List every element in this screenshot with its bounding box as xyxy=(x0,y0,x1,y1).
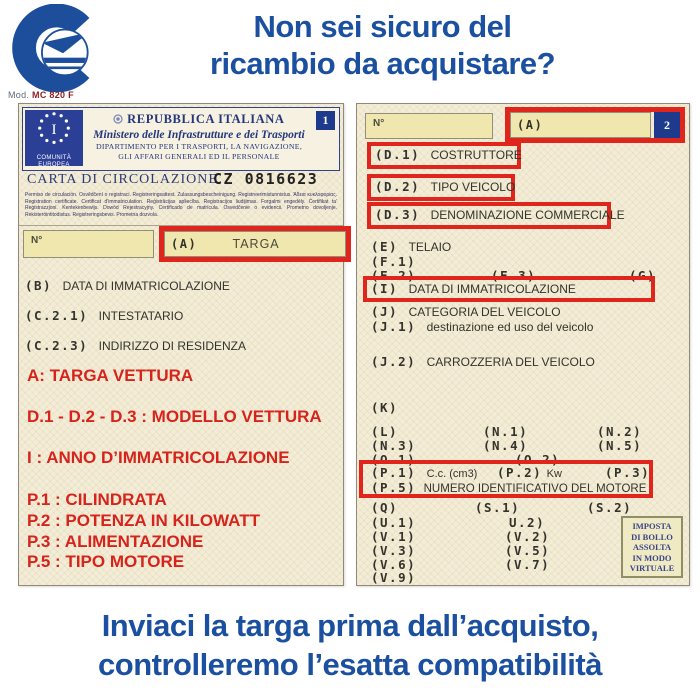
field-code: (N.4) xyxy=(483,438,529,453)
doc-header-text xyxy=(87,112,311,161)
field-code: (V.2) xyxy=(505,529,551,544)
field-code: (N.2) xyxy=(597,424,643,439)
svg-text:I: I xyxy=(51,120,57,138)
highlight-a-field xyxy=(505,107,685,143)
eu-stars-icon xyxy=(25,110,83,150)
note-modello: D.1 - D.2 - D.3 : MODELLO VETTURA xyxy=(27,407,322,426)
field-row-d1 xyxy=(375,147,522,162)
field-row-f1 xyxy=(371,254,416,269)
field-code: (V.6) xyxy=(371,557,417,572)
field-label: DATA DI IMMATRICOLAZIONE xyxy=(62,279,230,293)
field-row-p3 xyxy=(605,465,650,480)
field-row-v7 xyxy=(505,557,550,572)
form-model-value: MC 820 F xyxy=(32,90,74,100)
registration-card-page1 xyxy=(18,103,344,586)
field-row-c21 xyxy=(25,308,183,323)
field-code: (Q) xyxy=(371,500,399,515)
field-label: INDIRIZZO DI RESIDENZA xyxy=(98,339,247,353)
department-line2: GLI AFFARI GENERALI ED IL PERSONALE xyxy=(118,152,280,161)
field-row-n2 xyxy=(597,424,642,439)
eu-flag xyxy=(25,110,83,166)
republic-title xyxy=(87,112,311,127)
field-a-code: (A) xyxy=(171,237,198,251)
field-code: (F.2) xyxy=(371,268,417,283)
field-row-d2 xyxy=(375,179,515,194)
field-code: U.2) xyxy=(509,515,546,530)
field-label: DENOMINAZIONE COMMERCIALE xyxy=(430,208,625,222)
field-code: (J.1) xyxy=(371,319,417,334)
republic-title-text: REPUBBLICA ITALIANA xyxy=(127,112,285,126)
note-potenza: P.2 : POTENZA IN KILOWATT xyxy=(27,511,260,530)
field-row-d3 xyxy=(375,207,625,222)
field-code: (N.1) xyxy=(483,424,529,439)
field-row-n3 xyxy=(371,438,416,453)
form-model-label xyxy=(8,90,74,100)
field-row-p5 xyxy=(371,480,646,495)
note-cilindrata: P.1 : CILINDRATA xyxy=(27,490,167,509)
field-code: (V.7) xyxy=(505,557,551,572)
field-label: NUMERO IDENTIFICATIVO DEL MOTORE xyxy=(423,483,647,495)
field-label: COSTRUTTORE xyxy=(430,148,522,162)
field-code: (D.3) xyxy=(375,207,421,222)
field-row-v5 xyxy=(505,543,550,558)
field-code: (K) xyxy=(371,400,399,415)
field-code: (P.5) xyxy=(371,480,417,495)
field-code: (P.3) xyxy=(605,465,651,480)
field-row-s1 xyxy=(475,500,520,515)
note-alimentazione: P.3 : ALIMENTAZIONE xyxy=(27,532,204,551)
field-code: (B) xyxy=(25,278,53,293)
eu-flag-line2: EUROPEA xyxy=(38,162,70,168)
field-row-b xyxy=(25,278,230,293)
page-number-badge: 1 xyxy=(316,111,335,130)
field-n-left: N° xyxy=(23,230,154,258)
highlight-targa-field xyxy=(159,226,351,262)
registration-card-page2 xyxy=(356,103,690,586)
field-code: (V.3) xyxy=(371,543,417,558)
field-code: (O.2) xyxy=(515,452,561,467)
doc-serial: CZ 0816623 xyxy=(213,170,319,188)
stamp-line: DI BOLLO xyxy=(631,531,673,542)
field-row-v3 xyxy=(371,543,416,558)
field-row-u2 xyxy=(509,515,545,530)
field-label: INTESTATARIO xyxy=(98,309,184,323)
field-code: (V.1) xyxy=(371,529,417,544)
field-row-s2 xyxy=(587,500,632,515)
field-code: (I) xyxy=(371,281,399,296)
field-code: (O.1) xyxy=(371,452,417,467)
field-a-right xyxy=(510,112,651,138)
field-code: (P.2) xyxy=(497,465,543,480)
doc-header xyxy=(22,107,340,171)
department-line1: DIPARTIMENTO PER I TRASPORTI, LA NAVIGAZIONE, xyxy=(95,142,303,151)
field-code: (F.3) xyxy=(491,268,537,283)
note-tipo-motore: P.5 : TIPO MOTORE xyxy=(27,552,185,571)
field-code: (N.3) xyxy=(371,438,417,453)
footer-line2: controlleremo l’esatta compatibilità xyxy=(98,647,602,682)
footer-message xyxy=(0,606,700,684)
field-label: CATEGORIA DEL VEICOLO xyxy=(408,305,561,319)
stamp-line: IMPOSTA xyxy=(632,521,672,531)
field-row-n4 xyxy=(483,438,528,453)
field-label: destinazione ed uso del veicolo xyxy=(426,320,594,334)
field-row-c23 xyxy=(25,338,246,353)
field-row-p1 xyxy=(371,465,477,480)
field-code: (C.2.3) xyxy=(25,338,89,353)
republic-emblem-icon xyxy=(113,114,123,124)
field-label: CARROZZERIA DEL VEICOLO xyxy=(426,355,595,369)
field-code: (P.1) xyxy=(371,465,417,480)
field-label: DATA DI IMMATRICOLAZIONE xyxy=(408,282,576,296)
field-row-l xyxy=(371,424,398,439)
field-row-p2 xyxy=(497,465,562,480)
multilang-text: Permiso de circulación. Osvědčení o registraci. Registreringsattest. Zulassungsbescheinigung. Registreerimistunnistus. Άδεια κυκλοφορίας. Registration certificate. Certificat d'immatriculation. Reģistrācijas apliecība. Registracijos liudijimas. Forgalmi engedély. Ċertifikat ta' Reġistrazzjoni. Kentekenbewijs. Dowód Rejestracyjny. Certificado de matrícula. Osvedčenie o evidencii. Prometno dovoljenje. Rekisteröintitodistus. Registreringsbevis. Prometna dozvola. xyxy=(25,192,337,218)
field-row-n5 xyxy=(597,438,642,453)
field-code: (F.1) xyxy=(371,254,417,269)
field-code: (D.2) xyxy=(375,179,421,194)
field-code: (N.5) xyxy=(597,438,643,453)
footer-line1: Inviaci la targa prima dall’acquisto, xyxy=(101,608,599,643)
field-code: (U.1) xyxy=(371,515,417,530)
field-a-left xyxy=(164,231,346,257)
field-code: (L) xyxy=(371,424,399,439)
stamp-line: IN MODO xyxy=(632,552,672,563)
field-row-n1 xyxy=(483,424,528,439)
field-code: (S.2) xyxy=(587,500,633,515)
field-code: (V.5) xyxy=(505,543,551,558)
note-anno: I : ANNO D’IMMATRICOLAZIONE xyxy=(27,448,290,467)
field-a-label: TARGA xyxy=(232,237,280,251)
field-code: (C.2.1) xyxy=(25,308,89,323)
field-n-right: N° xyxy=(365,113,493,139)
field-code: (S.1) xyxy=(475,500,521,515)
field-code: (J.2) xyxy=(371,354,417,369)
field-label: TIPO VEICOLO xyxy=(430,180,516,194)
form-model-prefix: Mod. xyxy=(8,90,30,100)
field-row-v9 xyxy=(371,570,416,585)
field-row-q xyxy=(371,500,398,515)
field-code: (E) xyxy=(371,239,399,254)
field-a-code: (A) xyxy=(517,118,544,132)
page-title-line2: ricambio da acquistare? xyxy=(209,46,556,81)
stamp-line: VIRTUALE xyxy=(629,563,675,573)
stamp-line: ASSOLTA xyxy=(632,542,672,552)
page-title-line1: Non sei sicuro del xyxy=(253,9,512,44)
eu-flag-line1: COMUNITÀ xyxy=(36,155,72,161)
field-row-v1 xyxy=(371,529,416,544)
doc-title: CARTA DI CIRCOLAZIONE xyxy=(27,172,218,187)
field-row-j xyxy=(371,304,561,319)
field-row-k xyxy=(371,400,398,415)
note-targa: A: TARGA VETTURA xyxy=(27,366,194,385)
field-row-e xyxy=(371,239,451,254)
field-row-j2 xyxy=(371,354,595,369)
tax-stamp xyxy=(621,516,683,578)
field-row-i xyxy=(371,281,576,296)
ministry-title: Ministero delle Infrastrutture e dei Trasporti xyxy=(93,129,305,141)
page-number-badge: 2 xyxy=(654,112,680,138)
field-code: (V.9) xyxy=(371,570,417,585)
field-row-u1 xyxy=(371,515,416,530)
field-row-v2 xyxy=(505,529,550,544)
field-code: (G) xyxy=(629,268,657,283)
field-code: (D.1) xyxy=(375,147,421,162)
page-title xyxy=(65,8,700,82)
field-label: Kw xyxy=(546,468,562,480)
field-label: TELAIO xyxy=(408,240,452,254)
field-row-j1 xyxy=(371,319,593,334)
field-code: (J) xyxy=(371,304,399,319)
field-label: C.c. (cm3) xyxy=(426,468,478,480)
